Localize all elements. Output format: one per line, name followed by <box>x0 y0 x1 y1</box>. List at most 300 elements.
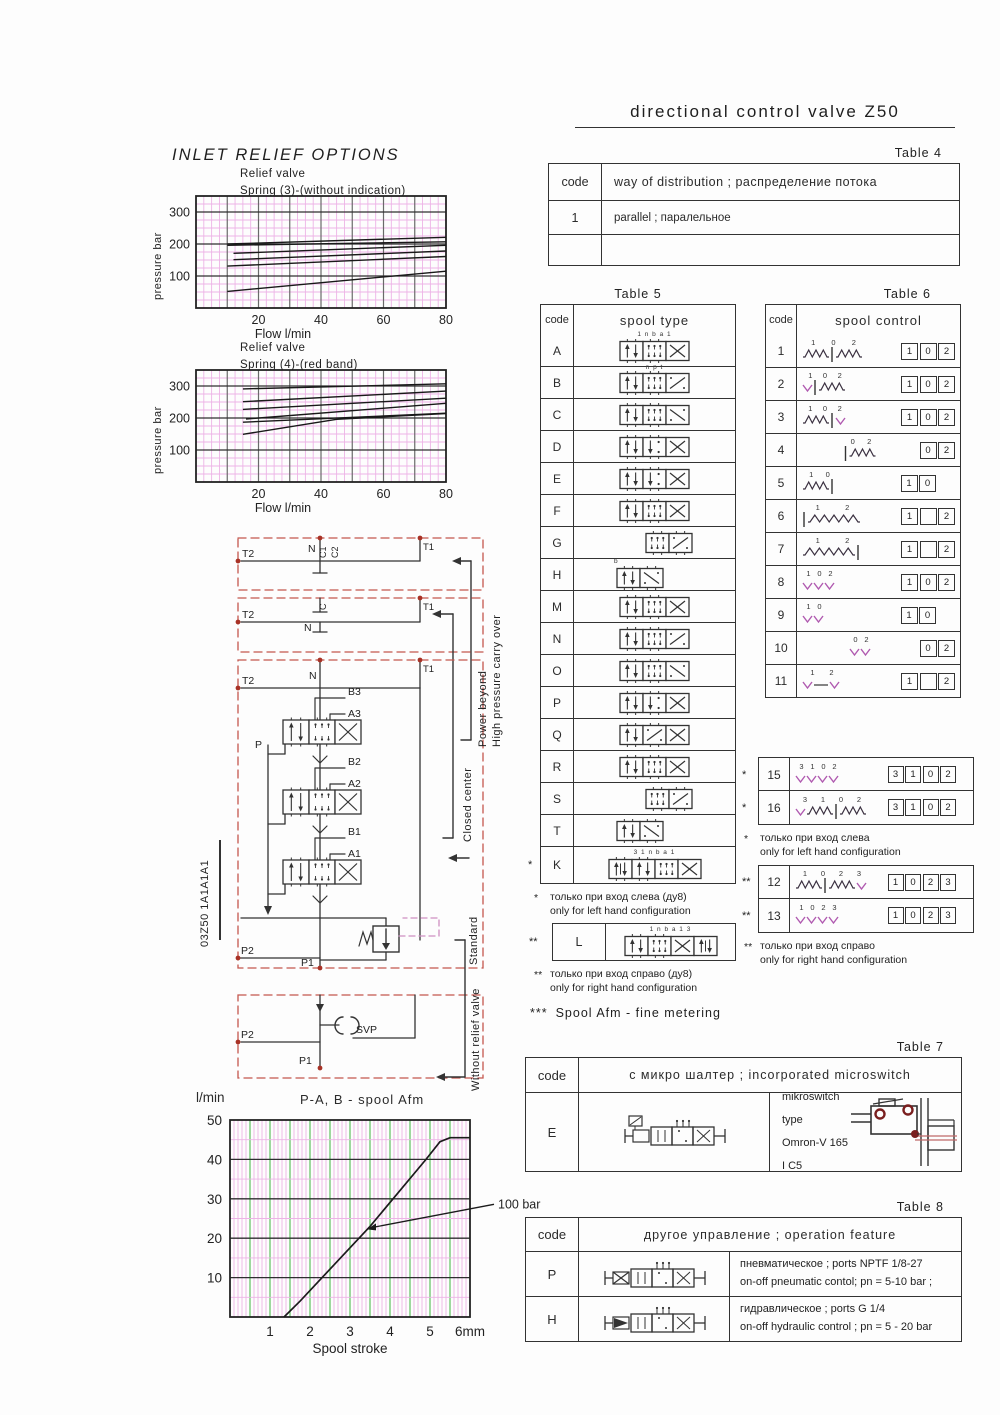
spool-code: D <box>541 431 574 462</box>
spool-control-symbol <box>797 403 897 431</box>
spool-code: E <box>541 463 574 494</box>
svg-text:5: 5 <box>426 1324 434 1339</box>
svg-text:B2: B2 <box>348 756 361 768</box>
table6-extra-section <box>742 757 974 972</box>
position-box: 0 <box>920 343 937 360</box>
position-box: 2 <box>923 907 939 924</box>
spool-control-symbol <box>797 337 897 365</box>
svg-text:B1: B1 <box>348 826 361 838</box>
table6-row-9 <box>766 598 960 631</box>
svg-text:1: 1 <box>806 602 811 611</box>
table6-note-right: ** только при вход справо only for right hand configuration <box>744 940 908 966</box>
table6-row-1 <box>766 335 960 367</box>
svg-text:1: 1 <box>266 1324 274 1339</box>
spool-code: L <box>553 924 606 960</box>
spool-symbol <box>606 856 704 882</box>
table5-row-Q <box>541 718 735 750</box>
table5-row-O <box>541 654 735 686</box>
svg-text:C1: C1 <box>318 546 328 558</box>
svg-text:3: 3 <box>346 1324 354 1339</box>
spool-code: B <box>541 367 574 398</box>
position-box: 1 <box>901 376 918 393</box>
svg-text:2: 2 <box>821 902 826 912</box>
spool-symbol <box>617 498 692 524</box>
svg-text:0: 0 <box>822 371 828 380</box>
spool-symbol <box>617 722 692 748</box>
svg-text:3: 3 <box>802 794 808 804</box>
svg-text:1: 1 <box>802 869 808 879</box>
svg-text:0: 0 <box>822 404 828 413</box>
table5-row-E <box>541 462 735 494</box>
svg-text:6mm: 6mm <box>455 1324 485 1339</box>
spool-control-symbol <box>797 667 897 695</box>
spool-code: A <box>541 335 574 366</box>
table5-note-left: * только при вход слева (ду8) only for left hand configuration <box>534 891 691 917</box>
svg-text:0: 0 <box>838 794 844 804</box>
table6-extra-row-15 <box>742 757 974 792</box>
position-box: 1 <box>901 541 918 558</box>
spool-control-symbol <box>790 761 890 789</box>
position-box: 2 <box>938 343 955 360</box>
table6-row-6 <box>766 499 960 532</box>
spool-symbol <box>617 626 692 652</box>
svg-text:B3: B3 <box>348 686 361 698</box>
label-power-beyond: Power beyond <box>477 670 489 747</box>
svg-text:A3: A3 <box>348 708 361 720</box>
svg-text:N: N <box>309 670 317 682</box>
svg-text:1: 1 <box>808 371 813 380</box>
svg-text:60: 60 <box>376 487 391 501</box>
table4-cell-desc: parallel ; паралельное <box>614 211 731 224</box>
svg-text:1: 1 <box>808 404 813 413</box>
control-code: 2 <box>766 368 797 400</box>
spool-control-symbol <box>797 370 897 398</box>
table4-cell-code: 1 <box>549 201 602 234</box>
svg-text:2: 2 <box>837 371 842 380</box>
position-box: 0 <box>920 376 937 393</box>
svg-text:60: 60 <box>376 313 391 327</box>
row-star: * <box>742 801 747 814</box>
table5-row-H: H b <box>541 558 735 590</box>
svg-text:2: 2 <box>837 404 842 413</box>
position-box: 1 <box>905 766 921 783</box>
spool-symbol <box>614 565 666 591</box>
svg-text:T1: T1 <box>423 542 435 553</box>
svg-text:1: 1 <box>799 902 804 912</box>
table8-header-row: code другое управление ; operation feature <box>526 1218 961 1251</box>
table5-row-T <box>541 814 735 846</box>
table5-label: Table 5 <box>614 287 662 301</box>
svg-text:80: 80 <box>439 487 453 501</box>
svg-text:T1: T1 <box>423 664 435 675</box>
table8-label: Table 8 <box>896 1200 944 1214</box>
position-box: 0 <box>905 874 921 891</box>
table4-header-code: code <box>549 164 602 200</box>
label-without-relief-valve: Without relief valve <box>470 988 482 1091</box>
position-box: 1 <box>901 409 918 426</box>
spool-code: F <box>541 495 574 526</box>
position-box <box>920 673 937 690</box>
svg-text:2: 2 <box>851 338 856 347</box>
table7-section <box>525 1040 962 1172</box>
spool-symbol <box>617 370 692 396</box>
svg-text:3: 3 <box>856 869 862 879</box>
inlet-relief-heading: INLET RELIEF OPTIONS <box>172 146 400 164</box>
table7 <box>525 1057 962 1172</box>
svg-text:0: 0 <box>821 761 826 771</box>
spool-control-symbol <box>797 634 897 662</box>
label-high-pressure-carryover: High pressure carry over <box>491 614 503 747</box>
position-box: 1 <box>901 673 918 690</box>
table5-row-S <box>541 782 735 814</box>
page-title: directional control valve Z50 <box>575 102 955 128</box>
spool-code: H <box>541 559 574 590</box>
table5-row-C <box>541 398 735 430</box>
spool-symbol <box>643 786 695 812</box>
svg-text:2: 2 <box>867 437 872 446</box>
svg-text:N: N <box>308 543 316 555</box>
svg-text:0: 0 <box>825 470 830 479</box>
spool-code: M <box>541 591 574 622</box>
stroke-chart-title: P-A, B - spool Afm <box>300 1092 425 1107</box>
table5-row-B <box>541 366 735 398</box>
chart2-subtitle: Relief valve Spring (4)-(red band) <box>240 342 358 372</box>
spool-control-symbol <box>797 535 897 563</box>
svg-text:100 bar: 100 bar <box>498 1197 541 1212</box>
spool-code: P <box>541 687 574 718</box>
spool-stroke-chart <box>170 1085 550 1365</box>
spool-code: Q <box>541 719 574 750</box>
diagram-spool-3 <box>283 718 361 747</box>
position-box: 3 <box>940 907 956 924</box>
control-code: 9 <box>766 599 797 631</box>
label-standard: Standard <box>468 916 480 965</box>
svg-text:0: 0 <box>817 602 822 611</box>
row-star: ** <box>742 876 751 889</box>
table4-label: Table 4 <box>894 146 942 160</box>
position-box: 2 <box>938 409 955 426</box>
table6-row-10 <box>766 631 960 664</box>
circuit-box-carryover <box>238 538 483 590</box>
svg-text:2: 2 <box>856 794 862 804</box>
svg-text:2: 2 <box>845 503 850 512</box>
position-box: 2 <box>938 640 955 657</box>
svg-text:20: 20 <box>251 313 266 327</box>
spool-control-symbol <box>797 502 897 530</box>
svg-text:0: 0 <box>820 869 826 879</box>
position-box: 2 <box>938 376 955 393</box>
spool-control-symbol <box>797 469 897 497</box>
svg-text:3: 3 <box>832 902 837 912</box>
valve-symbol-p <box>579 1256 729 1292</box>
spool-code: C <box>541 399 574 430</box>
svg-text:0: 0 <box>817 569 822 578</box>
svg-text:N: N <box>304 622 312 634</box>
spool-symbol <box>622 933 720 959</box>
pilot-line <box>399 918 439 936</box>
position-box: 1 <box>901 508 918 525</box>
table6-row-11 <box>766 664 960 697</box>
svg-text:2: 2 <box>829 668 834 677</box>
label-closed-center: Closed center <box>462 767 474 842</box>
svg-text:1: 1 <box>811 338 816 347</box>
spool-code: S <box>541 783 574 814</box>
svg-text:300: 300 <box>169 379 190 394</box>
table5-row-F <box>541 494 735 526</box>
svg-text:A1: A1 <box>348 848 361 860</box>
svg-text:4: 4 <box>386 1324 394 1339</box>
position-box: 2 <box>938 673 955 690</box>
svg-text:P2: P2 <box>241 945 254 957</box>
table5-row-R <box>541 750 735 782</box>
svg-text:80: 80 <box>439 313 453 327</box>
svg-text:40: 40 <box>314 487 328 501</box>
svg-text:2: 2 <box>864 635 869 644</box>
control-code: 6 <box>766 500 797 532</box>
svg-text:20: 20 <box>251 487 266 501</box>
spool-symbol <box>614 818 666 844</box>
table6-header-row: code spool control <box>766 305 960 335</box>
table4-header-row <box>549 164 959 200</box>
spool-control-symbol <box>797 601 897 629</box>
spool-symbol <box>643 530 695 556</box>
chart2-ylabel: pressure bar <box>152 406 164 474</box>
table8-section <box>525 1200 962 1342</box>
svg-text:2: 2 <box>845 536 850 545</box>
row-star: ** <box>529 936 538 949</box>
table6-extra-row-12 <box>742 865 974 900</box>
spool-code: R <box>541 751 574 782</box>
svg-text:P1: P1 <box>301 957 314 969</box>
diagram-spool-1 <box>283 858 361 887</box>
table4-row-empty <box>549 234 959 265</box>
position-box: 1 <box>901 475 918 492</box>
table5-row-M <box>541 590 735 622</box>
spool-code: T <box>541 815 574 846</box>
control-code: 3 <box>766 401 797 433</box>
spool-symbol <box>617 594 692 620</box>
spool-control-symbol <box>797 568 897 596</box>
svg-text:P2: P2 <box>241 1029 254 1041</box>
position-box: 2 <box>940 799 956 816</box>
table7-header-row: code с микро шалтер ; incorporated microswitch <box>526 1058 961 1092</box>
svg-text:10: 10 <box>206 1270 222 1286</box>
position-box: 1 <box>901 607 918 624</box>
svg-text:T1: T1 <box>423 602 435 613</box>
svg-text:1: 1 <box>810 668 815 677</box>
svg-text:200: 200 <box>169 411 190 426</box>
table8-row-h-text: гидравлическое ; ports G 1/4 on-off hydraulic control ; pn = 5 - 20 bar <box>729 1297 961 1341</box>
position-box: 0 <box>919 475 936 492</box>
spool-symbol <box>617 338 692 364</box>
spool-control-symbol <box>790 794 890 822</box>
circuit-box-closed-center <box>238 598 483 652</box>
svg-text:3: 3 <box>799 761 804 771</box>
position-box: 2 <box>938 508 955 525</box>
table6-row-5 <box>766 466 960 499</box>
diagram-spool-2 <box>283 788 361 817</box>
svg-text:0: 0 <box>810 902 815 912</box>
chart1-subtitle: Relief valve Spring (3)-(without indication) <box>240 168 406 198</box>
svg-text:T2: T2 <box>242 609 255 621</box>
control-code: 13 <box>759 899 790 932</box>
position-box <box>920 508 937 525</box>
valve-symbol-e <box>579 1114 769 1150</box>
svg-text:T2: T2 <box>242 675 255 687</box>
spool-code: O <box>541 655 574 686</box>
svg-text:2: 2 <box>306 1324 314 1339</box>
table8-row-h: H гидравлическое ; ports G 1/4 on-off hydraulic control ; pn = 5 - 20 bar <box>526 1296 961 1341</box>
table6-row-2 <box>766 367 960 400</box>
svg-text:A2: A2 <box>348 778 361 790</box>
svg-text:1: 1 <box>806 569 811 578</box>
position-box: 0 <box>920 574 937 591</box>
svg-text:P: P <box>255 739 263 751</box>
spool-code: G <box>541 527 574 558</box>
position-box: 1 <box>901 343 918 360</box>
position-box: 1 <box>905 799 921 816</box>
svg-text:2: 2 <box>828 569 833 578</box>
svg-text:0: 0 <box>850 437 855 446</box>
table5-section <box>528 287 736 1020</box>
spool-code: K <box>541 847 574 883</box>
table6-row-3 <box>766 400 960 433</box>
svg-text:300: 300 <box>169 205 190 220</box>
table6-extra-row-13 <box>742 898 974 933</box>
spool-symbol <box>617 690 692 716</box>
table6-row-4 <box>766 433 960 466</box>
row-star: * <box>528 859 533 871</box>
table6 <box>765 304 961 698</box>
svg-text:0: 0 <box>853 635 858 644</box>
table6-row-8 <box>766 565 960 598</box>
microswitch-drawing <box>849 1094 961 1170</box>
svg-text:1: 1 <box>815 503 820 512</box>
table4-header-desc: way of distribution ; распределение потока <box>614 175 878 189</box>
svg-text:20: 20 <box>206 1231 222 1247</box>
position-box: 0 <box>923 766 939 783</box>
control-code: 15 <box>759 758 790 791</box>
table4 <box>548 163 960 266</box>
spool-symbol <box>617 754 692 780</box>
position-box: 2 <box>940 766 956 783</box>
control-code: 16 <box>759 791 790 824</box>
svg-text:100: 100 <box>169 443 190 458</box>
svg-text:1: 1 <box>810 761 815 771</box>
table7-row <box>526 1092 961 1171</box>
spool-symbol <box>617 434 692 460</box>
position-box: 2 <box>923 874 939 891</box>
svg-text:T2: T2 <box>242 548 255 560</box>
table7-row-text: mikroswitch type Omron-V 165 I C5 <box>782 1090 849 1173</box>
position-box: 3 <box>940 874 956 891</box>
svg-text:200: 200 <box>169 237 190 252</box>
position-box <box>920 541 937 558</box>
svg-text:40: 40 <box>314 313 328 327</box>
relief-spring-icon <box>359 932 373 946</box>
valve-symbol-h <box>579 1301 729 1337</box>
svg-text:Flow l/min: Flow l/min <box>254 327 312 341</box>
stroke-chart-ylabel: l/min <box>196 1090 225 1105</box>
svg-text:P1: P1 <box>299 1055 312 1067</box>
svg-text:2: 2 <box>832 761 837 771</box>
position-box: 0 <box>920 409 937 426</box>
position-box: 0 <box>919 607 936 624</box>
control-code: 12 <box>759 866 790 899</box>
table6-note-left: * только при вход слева only for left hand configuration <box>744 832 901 859</box>
control-code: 11 <box>766 665 797 697</box>
table5-header-row: code spool type <box>541 305 735 335</box>
table5-row-G <box>541 526 735 558</box>
spool-control-symbol <box>790 902 890 930</box>
control-code: 1 <box>766 335 797 367</box>
row-star: * <box>742 768 747 781</box>
position-box: 0 <box>920 442 937 459</box>
table5-note-right: ** только при вход справо (ду8) only for right hand configuration <box>534 968 698 994</box>
circuit-box-no-relief <box>238 995 483 1078</box>
position-box: 0 <box>905 907 921 924</box>
relief-chart-spring4 <box>150 366 470 516</box>
svg-text:Flow l/min: Flow l/min <box>254 501 312 515</box>
table5-row-K: * K 3 1 n b a 1 <box>541 846 735 883</box>
table8-row-p-text: пневматическое ; ports NPTF 1/8-27 on-off pneumatic contol; pn = 5-10 bar ; <box>729 1252 961 1296</box>
spool-control-symbol <box>797 436 897 464</box>
svg-text:1: 1 <box>815 536 820 545</box>
table7-label: Table 7 <box>896 1040 944 1054</box>
position-box: 1 <box>901 574 918 591</box>
spool-symbol <box>617 658 692 684</box>
svg-text:SVP: SVP <box>356 1024 378 1036</box>
svg-text:100: 100 <box>169 269 190 284</box>
svg-text:30: 30 <box>206 1191 222 1207</box>
control-code: 10 <box>766 632 797 664</box>
svg-text:1: 1 <box>809 470 814 479</box>
table5-row-A: A 1 n b a 1 n p t <box>541 335 735 366</box>
table5-row-N <box>541 622 735 654</box>
spool-symbol <box>617 466 692 492</box>
svg-text:0: 0 <box>831 338 836 347</box>
table6-label: Table 6 <box>883 287 931 301</box>
spool-symbol <box>617 402 692 428</box>
table5-row-D <box>541 430 735 462</box>
svg-text:Spool stroke: Spool stroke <box>312 1341 388 1356</box>
svg-text:1: 1 <box>820 794 826 804</box>
relief-chart-spring3 <box>150 192 470 342</box>
position-box: 3 <box>888 766 904 783</box>
svg-text:C2: C2 <box>330 546 340 558</box>
position-box: 1 <box>888 907 904 924</box>
table6-row-7 <box>766 532 960 565</box>
svg-text:40: 40 <box>206 1152 222 1168</box>
label-model-code: 03Z50 1A1A1A1 <box>199 859 211 947</box>
table5 <box>528 304 736 884</box>
table5-row-P <box>541 686 735 718</box>
table7-row-code: E <box>526 1093 579 1171</box>
control-code: 5 <box>766 467 797 499</box>
table8 <box>525 1217 962 1342</box>
svg-text:50: 50 <box>206 1113 222 1128</box>
spool-afm-note: *** Spool Afm - fine metering <box>530 1005 721 1020</box>
svg-text:C: C <box>318 603 328 610</box>
svg-text:2: 2 <box>838 869 844 879</box>
position-box: 2 <box>938 541 955 558</box>
table4-row <box>549 200 959 234</box>
position-box: 3 <box>888 799 904 816</box>
model-code-rule <box>219 840 221 940</box>
position-box: 0 <box>920 640 937 657</box>
table5-row-L: ** L 1 n b a 1 3 <box>553 924 735 960</box>
position-box: 2 <box>938 574 955 591</box>
